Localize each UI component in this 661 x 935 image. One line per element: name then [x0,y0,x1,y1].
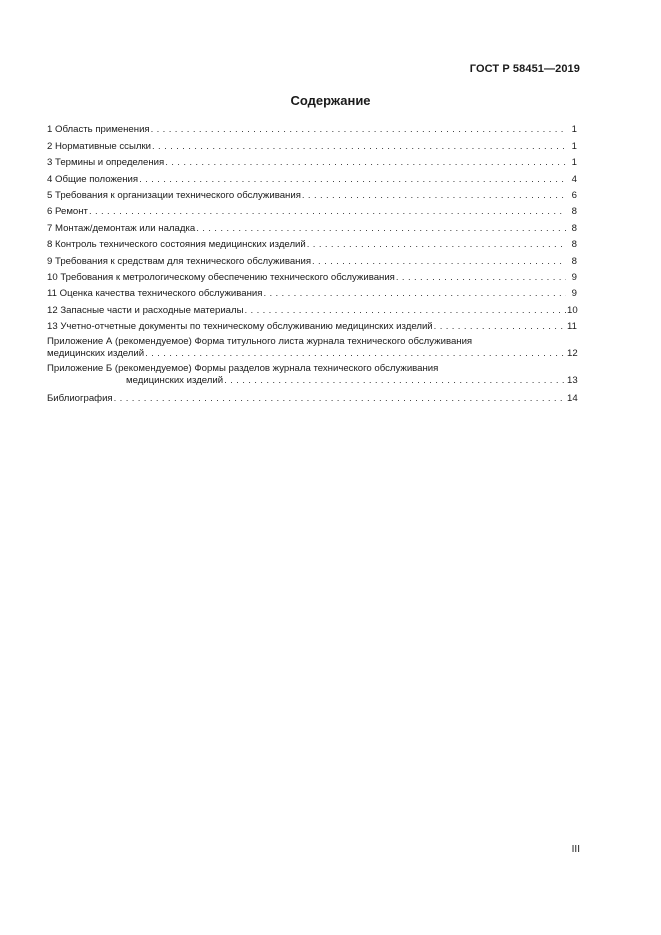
toc-entry-text: 7 Монтаж/демонтаж или наладка [47,222,196,234]
toc-entry-page: 12 [567,348,578,360]
toc-leader-dots [196,223,566,235]
toc-entry-text: 9 Требования к средствам для технического обслуживания [47,255,312,267]
toc-entry-page: 1 [571,157,577,169]
toc-entry-text: 12 Запасные части и расходные материалы [47,304,244,316]
toc-entry-text-continued: медицинских изделий [126,375,224,387]
toc-entry-text: Приложение А (рекомендуемое) Форма титульного листа журнала технического обслуживания [47,336,473,348]
toc-entry-page: 8 [571,239,577,251]
toc-entry-text: 10 Требования к метрологическому обеспечению технического обслуживания [47,271,395,283]
toc-entry-page: 8 [571,206,577,218]
toc-entry-text: Приложение Б (рекомендуемое) Формы разделов журнала технического обслуживания [47,363,439,375]
toc-entry-text: Библиография [47,393,113,405]
toc-entry-appendix-a[interactable] [47,336,577,360]
toc-entry[interactable] [47,186,577,202]
toc-entry-bibliography[interactable] [47,389,577,405]
toc-entry-text: 8 Контроль технического состояния медицинских изделий [47,239,306,251]
toc-entry-page: 1 [571,124,577,136]
toc-entry-text: 13 Учетно-отчетные документы по техническому обслуживанию медицинских изделий [47,321,433,333]
toc-leader-dots [245,305,566,317]
toc-entry-page: 13 [567,375,578,387]
toc-entry[interactable] [47,218,577,234]
toc-leader-dots [89,206,566,218]
toc-entry-page: 6 [571,189,577,201]
toc-entry[interactable] [47,169,577,185]
toc-entry-text: 3 Термины и определения [47,157,165,169]
toc-entry-text-continued: медицинских изделий [47,348,145,360]
toc-entry-page: 9 [571,288,577,300]
toc-entry[interactable] [47,202,577,218]
toc-title: Содержание [290,93,371,108]
toc-entry-page: 1 [571,140,577,152]
toc-entry[interactable] [47,268,577,284]
toc-leader-dots [114,393,566,405]
toc-entry-page: 10 [567,304,578,316]
toc-leader-dots [152,141,566,153]
toc-leader-dots [151,124,566,136]
table-of-contents [47,120,577,405]
toc-entry[interactable] [47,235,577,251]
toc-entry-page: 4 [571,173,577,185]
toc-entry-text: 1 Область применения [47,124,150,136]
toc-entry-page: 8 [571,255,577,267]
toc-leader-dots [312,256,566,268]
toc-entry-text: 5 Требования к организации технического обслуживания [47,189,301,201]
toc-leader-dots [302,190,566,202]
toc-entry[interactable] [47,284,577,300]
toc-leader-dots [145,348,566,360]
toc-leader-dots [307,239,566,251]
toc-entry[interactable] [47,251,577,267]
toc-entry-page: 9 [571,271,577,283]
toc-entry[interactable] [47,136,577,152]
toc-leader-dots [165,157,566,169]
standard-code-header: ГОСТ Р 58451—2019 [469,63,580,75]
toc-entry-text: 11 Оценка качества технического обслуживания [47,288,263,300]
toc-entry[interactable] [47,300,577,316]
toc-leader-dots [139,174,566,186]
toc-entry-appendix-b[interactable] [47,363,577,387]
toc-entry-text: 4 Общие положения [47,173,139,185]
toc-entry-text: 2 Нормативные ссылки [47,140,152,152]
toc-entry[interactable] [47,120,577,136]
toc-entry-text: 6 Ремонт [47,206,88,218]
toc-entry-page: 8 [571,222,577,234]
toc-entry-page: 14 [567,393,578,405]
toc-leader-dots [396,272,566,284]
page-number: III [571,844,580,855]
toc-entry-page: 11 [567,321,577,333]
toc-leader-dots [224,375,566,387]
toc-leader-dots [434,321,566,333]
toc-leader-dots [263,288,566,300]
toc-entry[interactable] [47,317,577,333]
toc-entry[interactable] [47,153,577,169]
